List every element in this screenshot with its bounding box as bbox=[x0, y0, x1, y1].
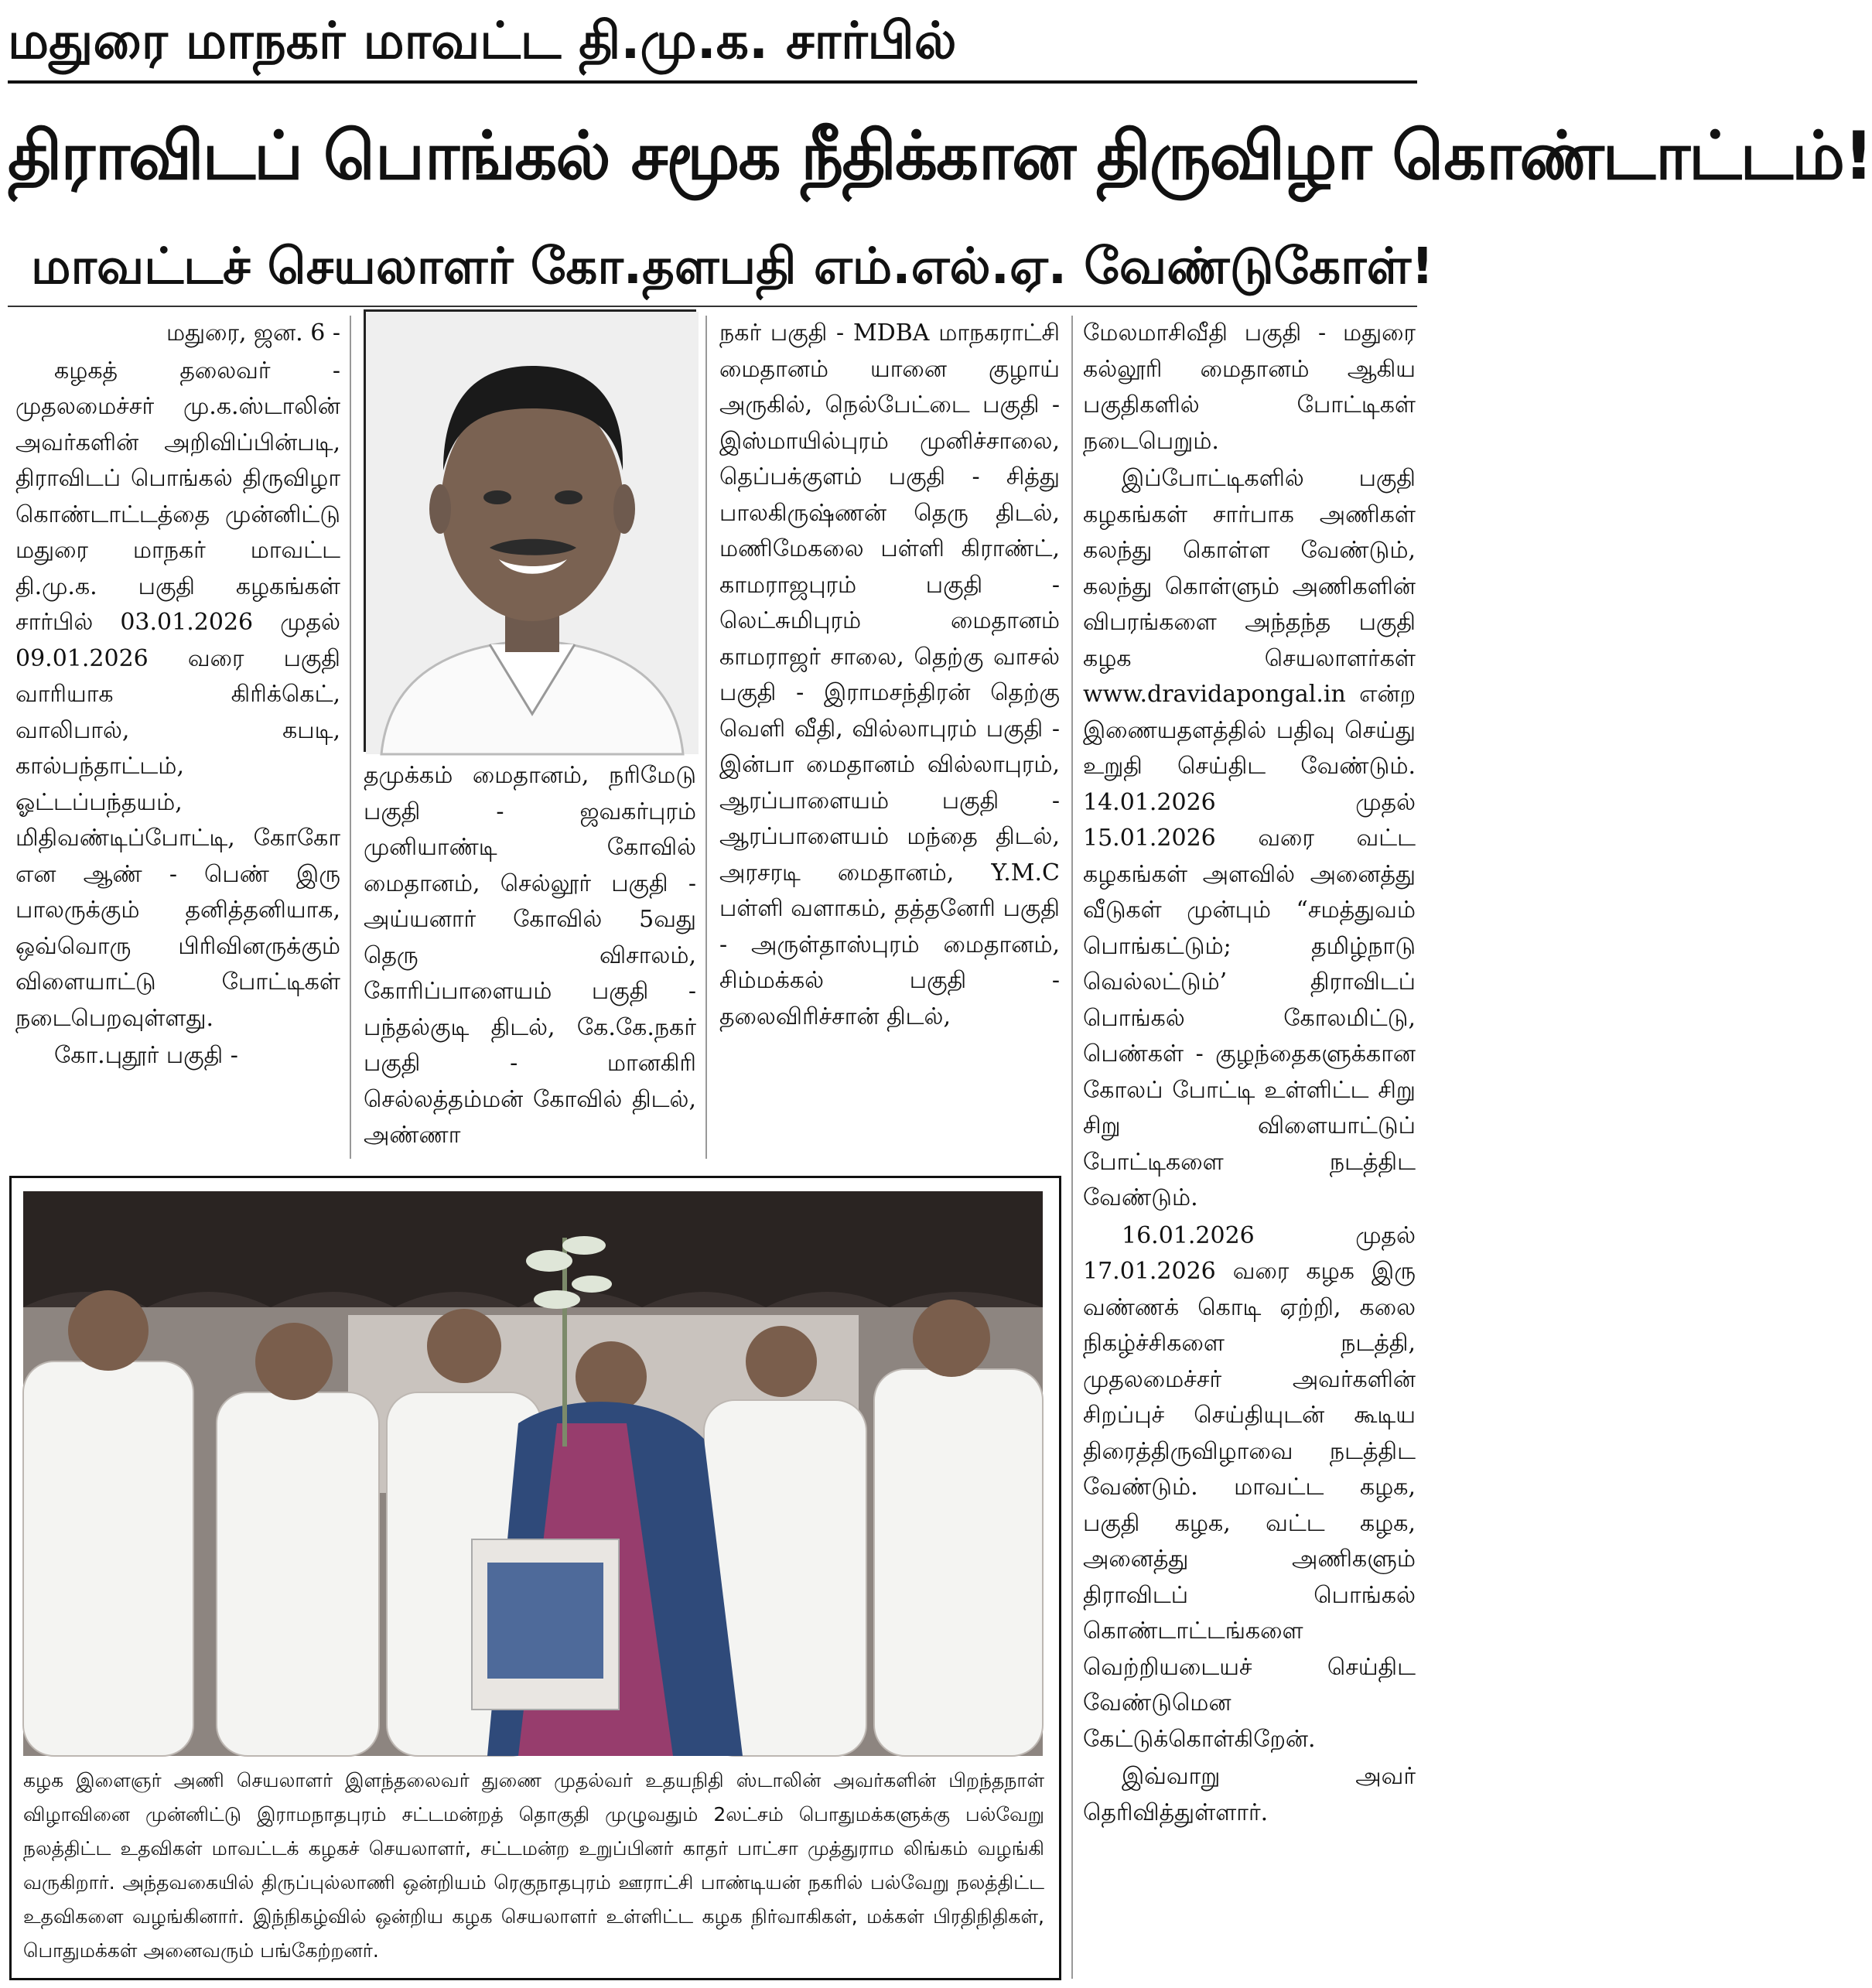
column-4-paragraph: இப்போட்டிகளில் பகுதி கழகங்கள் சார்பாக அணிகள் கலந்து கொள்ள வேண்டும், கலந்து கொள்ளும் அணிகளின் விபரங்களை அந்தந்த பகுதி கழக செயலாளர்கள் www.dravidapongal.in என்ற இணையதளத்தில் பதிவு செய்து உறுதி செய்திட வேண்டும். 14.01.2026 முதல் 15.01.2026 வரை வட்ட கழகங்கள் அளவில் அனைத்து வீடுகள் முன்பும் “சமத்துவம் பொங்கட்டும்; தமிழ்நாடு வெல்லட்டும்’ திராவிடப் பொங்கல் கோலமிட்டு, பெண்கள் - குழந்தைகளுக்கான கோலப் போட்டி உள்ளிட்ட சிறு சிறு விளையாட்டுப் போட்டிகளை நடத்திட வேண்டும். bbox=[1083, 465, 1416, 1211]
article-column-3: நகர் பகுதி - MDBA மாநகராட்சி மைதானம் யானை குழாய் அருகில், நெல்பேட்டை பகுதி - இஸ்மாயில்புரம் முனிச்சாலை, தெப்பக்குளம் பகுதி - சித்து பாலகிருஷ்ணன் தெரு திடல், மணிமேகலை பள்ளி கிராண்ட், காமராஜபுரம் பகுதி - லெட்சுமிபுரம் மைதானம் காமராஜர் சாலை, தெற்கு வாசல் பகுதி - இராமசந்திரன் தெற்கு வெளி வீதி, வில்லாபுரம் பகுதி - இன்பா மைதானம் வில்லாபுரம், ஆரப்பாளையம் பகுதி - ஆரப்பாளையம் மந்தை திடல், அரசரடி மைதானம், Y.M.C பள்ளி வளாகம், தத்தனேரி பகுதி - அருள்தாஸ்புரம் மைதானம், சிம்மக்கல் பகுதி - தலைவிரிச்சான் திடல், bbox=[719, 319, 1060, 1030]
kicker: மதுரை மாநகர் மாவட்ட தி.மு.க. சார்பில் bbox=[8, 11, 957, 70]
event-photo-illustration bbox=[23, 1191, 1043, 1756]
column-divider bbox=[1071, 316, 1073, 1979]
column-divider bbox=[350, 316, 351, 1159]
portrait-photo bbox=[364, 309, 696, 752]
column-4-paragraph: இவ்வாறு அவர் தெரிவித்துள்ளார். bbox=[1083, 1763, 1416, 1826]
subheadline-rule bbox=[8, 306, 1417, 307]
dateline: மதுரை, ஜன. 6 - bbox=[166, 319, 340, 347]
article-column-4 bbox=[1083, 316, 1416, 1979]
article-column-2: தமுக்கம் மைதானம், நரிமேடு பகுதி - ஜவகர்புரம் முனியாண்டி கோவில் மைதானம், செல்லூர் பகுதி - அய்யனார் கோவில் 5வது தெரு விசாலம், கோரிப்பாளையம் பகுதி - பந்தல்குடி திடல், கே.கே.நகர் பகுதி - மானகிரி செல்லத்தம்மன் கோவில் திடல், அண்ணா bbox=[364, 762, 696, 1149]
portrait-illustration bbox=[366, 312, 699, 754]
headline: திராவிடப் பொங்கல் சமூக நீதிக்கான திருவிழா கொண்டாட்டம்! bbox=[8, 118, 1872, 195]
photo-caption: கழக இளைஞர் அணி செயலாளர் இளந்தலைவர் துணை முதல்வர் உதயநிதி ஸ்டாலின் அவர்களின் பிறந்தநாள் விழாவினை முன்னிட்டு இராமநாதபுரம் சட்டமன்றத் தொகுதி முழுவதும் 2லட்சம் பொதுமக்களுக்கு பல்வேறு நலத்திட்ட உதவிகள் மாவட்டக் கழகச் செயலாளர், சட்டமன்ற உறுப்பினர் காதர் பாட்சா முத்துராம லிங்கம் வழங்கி வருகிறார். அந்தவகையில் திருப்புல்லாணி ஒன்றியம் ரெகுநாதபுரம் ஊராட்சி பாண்டியன் நகரில் பல்வேறு நலத்திட்ட உதவிகளை வழங்கினார். இந்நிகழ்வில் ஒன்றிய கழக செயலாளர் உள்ளிட்ட கழக நிர்வாகிகள், மக்கள் பிரதிநிதிகள், பொதுமக்கள் அனைவரும் பங்கேற்றனர். bbox=[23, 1769, 1044, 1962]
kicker-rule bbox=[8, 80, 1417, 84]
column-divider bbox=[705, 316, 707, 1159]
column-1-paragraph: கோ.புதூர் பகுதி - bbox=[54, 1042, 238, 1069]
column-1-paragraph: கழகத் தலைவர் - முதலமைச்சர் மு.க.ஸ்டாலின் அவர்களின் அறிவிப்பின்படி, திராவிடப் பொங்கல் திருவிழா கொண்டாட்டத்தை முன்னிட்டு மதுரை மாநகர் மாவட்ட தி.மு.க. பகுதி கழகங்கள் சார்பில் 03.01.2026 முதல் 09.01.2026 வரை பகுதி வாரியாக கிரிக்கெட், வாலிபால், கபடி, கால்பந்தாட்டம், ஓட்டப்பந்தயம், மிதிவண்டிப்போட்டி, கோகோ என ஆண் - பெண் இரு பாலருக்கும் தனித்தனியாக, ஒவ்வொரு பிரிவினருக்கும் விளையாட்டு போட்டிகள் நடைபெறவுள்ளது. bbox=[15, 357, 340, 1032]
subheadline: மாவட்டச் செயலாளர் கோ.தளபதி எம்.எல்.ஏ. வேண்டுகோள்! bbox=[31, 238, 1434, 295]
article-column-1 bbox=[15, 316, 340, 1159]
column-4-paragraph: 16.01.2026 முதல் 17.01.2026 வரை கழக இரு வண்ணக் கொடி ஏற்றி, கலை நிகழ்ச்சிகளை நடத்தி, முதலமைச்சர் அவர்களின் சிறப்புச் செய்தியுடன் கூடிய திரைத்திருவிழாவை நடத்திட வேண்டும். மாவட்ட கழக, பகுதி கழக, வட்ட கழக, அனைத்து அணிகளும் திராவிடப் பொங்கல் கொண்டாட்டங்களை வெற்றியடையச் செய்திட வேண்டுமென கேட்டுக்கொள்கிறேன். bbox=[1083, 1221, 1416, 1753]
column-4-paragraph: மேலமாசிவீதி பகுதி - மதுரை கல்லூரி மைதானம் ஆகிய பகுதிகளில் போட்டிகள் நடைபெறும். bbox=[1083, 319, 1416, 455]
event-photo bbox=[23, 1191, 1043, 1756]
